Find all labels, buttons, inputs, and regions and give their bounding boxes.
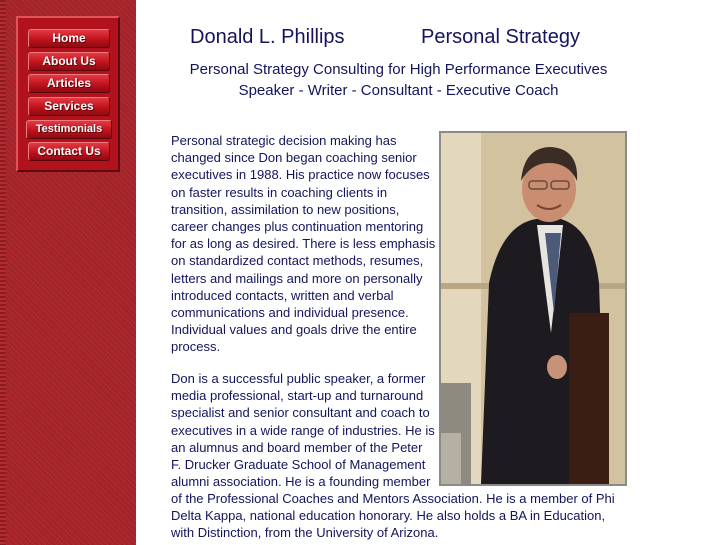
text-line: transition, assimilation to new positions, bbox=[171, 201, 400, 217]
text-line: Personal strategic decision making has bbox=[171, 133, 397, 148]
text-line: on faster results in coaching clients in bbox=[171, 184, 388, 200]
text-line: executives in a wide range of industries. He is bbox=[171, 422, 435, 438]
text-line: for as long as desired. There is less emphasis bbox=[171, 236, 436, 252]
text-line: changed since Don began coaching senior bbox=[171, 150, 417, 166]
text-line: communications and individual presence. bbox=[171, 305, 409, 321]
portrait-photo bbox=[439, 131, 627, 486]
owner-name: Donald L. Phillips bbox=[190, 26, 345, 48]
text-line: Individual values and goals drive the entire bbox=[171, 322, 417, 338]
text-line: career changes plus continuation mentoring bbox=[171, 219, 424, 235]
text-line: an alumnus and board member of the Peter bbox=[171, 439, 423, 455]
text-line: F. Drucker Graduate School of Management bbox=[171, 457, 426, 473]
nav-services-button[interactable]: Services bbox=[28, 97, 110, 116]
text-line: with Distinction, from the University of Arizona. bbox=[171, 525, 439, 541]
text-line: alumni association. He is a founding member bbox=[171, 474, 431, 490]
roles-line: Speaker - Writer - Consultant - Executive Coach bbox=[238, 82, 559, 99]
intro-paragraph bbox=[171, 132, 441, 356]
text-line: Delta Kappa, national education honorary. He also holds a BA in Education, bbox=[171, 508, 606, 524]
text-line: executives in 1988. His practice now focuses bbox=[171, 167, 430, 183]
text-line: process. bbox=[171, 339, 221, 355]
text-line: specialist and senior consultant and coach to bbox=[171, 405, 430, 421]
company-name: Personal Strategy bbox=[421, 26, 580, 48]
bio-paragraph bbox=[171, 370, 441, 490]
portrait-illustration bbox=[441, 133, 625, 484]
text-line: media professional, start-up and turnaround bbox=[171, 388, 424, 404]
text-line: Don is a successful public speaker, a former bbox=[171, 371, 426, 386]
tagline: Personal Strategy Consulting for High Performance Executives bbox=[189, 61, 608, 78]
nav-articles-button[interactable]: Articles bbox=[28, 74, 110, 93]
nav-testimonials-button[interactable]: Testimonials bbox=[26, 120, 112, 139]
main-navigation bbox=[16, 16, 120, 172]
text-line: letters and mailings and more on personally bbox=[171, 270, 423, 286]
bio-paragraph-continued bbox=[171, 490, 711, 542]
text-line: on standardized contact methods, resumes, bbox=[171, 253, 424, 269]
nav-home-button[interactable]: Home bbox=[28, 29, 110, 48]
text-line: introduced contacts, written and verbal bbox=[171, 287, 394, 303]
sidebar-edge bbox=[0, 0, 6, 545]
nav-about-us-button[interactable]: About Us bbox=[28, 52, 110, 71]
nav-contact-us-button[interactable]: Contact Us bbox=[28, 142, 110, 161]
text-line: of the Professional Coaches and Mentors Association. He is a member of Phi bbox=[171, 491, 615, 506]
